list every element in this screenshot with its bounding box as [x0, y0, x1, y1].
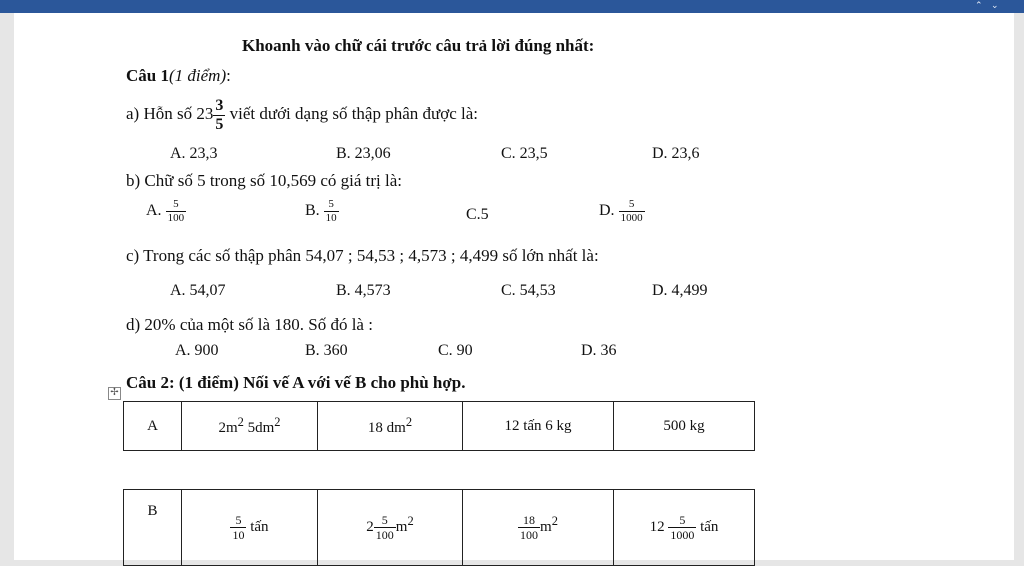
match-table-b [123, 489, 755, 566]
option-c-C: C. 54,53 [501, 282, 556, 299]
cell-value: 5dm [243, 420, 275, 436]
option-b-D-label: D. [599, 202, 615, 220]
question-1-title [126, 66, 231, 86]
table-a-cell-1[interactable] [182, 402, 318, 451]
cell-value: 500 kg [663, 417, 705, 434]
option-d-D: D. 36 [581, 342, 617, 359]
option-b-B [305, 199, 339, 224]
fraction-numerator: 5 [166, 199, 187, 212]
cell-fraction [518, 514, 540, 541]
ribbon-expand-icon[interactable]: ⌄ [991, 1, 999, 11]
mixed-number-fraction [213, 98, 225, 133]
question-a-suffix: viết dưới dạng số thập phân được là: [229, 104, 478, 123]
cell-fraction [374, 514, 396, 541]
question-b: b) Chữ số 5 trong số 10,569 có giá trị là: [126, 171, 402, 190]
option-b-B-label: B. [305, 202, 320, 220]
table-b-cell-3[interactable] [463, 490, 614, 566]
option-c-A: A. 54,07 [170, 282, 226, 299]
question-d: d) 20% của một số là 180. Số đó là : [126, 315, 373, 334]
window-titlebar [0, 0, 1024, 13]
table-b-cell-1[interactable] [182, 490, 318, 566]
option-b-C: C.5 [466, 206, 489, 223]
cell-exponent: 2 [407, 513, 414, 528]
match-table-a [123, 401, 755, 451]
option-d-A: A. 900 [175, 342, 219, 359]
cell-unit: tấn [250, 518, 269, 535]
option-c-D: D. 4,499 [652, 282, 708, 299]
table-row [124, 490, 755, 566]
question-a-prefix: a) Hỗn số [126, 104, 193, 123]
cell-value: 12 tấn 6 kg [504, 417, 572, 434]
fraction-numerator: 5 [324, 199, 339, 212]
option-a-A: A. 23,3 [170, 145, 218, 162]
fraction-numerator: 5 [374, 514, 396, 528]
option-a-C: C. 23,5 [501, 145, 548, 162]
mixed-number-whole: 23 [196, 104, 214, 123]
table-move-handle-icon[interactable]: ✢ [108, 387, 121, 400]
cell-whole: 2 [366, 518, 374, 535]
fraction-denominator: 1000 [670, 528, 695, 542]
table-row [124, 402, 755, 451]
fraction-numerator: 5 [619, 199, 645, 212]
option-a-B: B. 23,06 [336, 145, 391, 162]
cell-exponent: 2 [237, 415, 244, 429]
question-c: c) Trong các số thập phân 54,07 ; 54,53 ; 4,573 ; 4,499 số lớn nhất là: [126, 246, 599, 265]
question-2-title: Câu 2: (1 điểm) Nối vế A với vế B cho phù hợp. [126, 373, 466, 392]
fraction-denominator: 5 [215, 115, 224, 133]
question-1-points: (1 điểm) [168, 66, 227, 85]
fraction-numerator: 5 [668, 514, 696, 528]
fraction-numerator: 5 [230, 514, 246, 528]
ribbon-collapse-icon[interactable]: ⌃ [975, 1, 983, 11]
cell-exponent: 2 [405, 415, 413, 429]
table-a-cell-4[interactable] [614, 402, 755, 451]
fraction-numerator: 18 [518, 514, 540, 528]
table-a-cell-3[interactable] [463, 402, 614, 451]
question-1-label: Câu 1 [126, 66, 169, 85]
fraction-denominator: 100 [520, 528, 539, 543]
option-b-A [146, 199, 186, 224]
cell-exponent: 2 [274, 415, 281, 429]
option-b-B-fraction [324, 199, 339, 224]
fraction-denominator: 100 [375, 528, 394, 543]
cell-value: 18 dm [367, 420, 406, 436]
option-d-C: C. 90 [438, 342, 473, 359]
cell-unit: m [540, 518, 552, 535]
option-b-D-fraction [619, 199, 645, 224]
cell-unit: tấn [700, 518, 719, 535]
table-a-cell-2[interactable] [318, 402, 463, 451]
option-d-B: B. 360 [305, 342, 348, 359]
cell-value: 2m [218, 420, 238, 436]
option-b-A-label: A. [146, 202, 162, 220]
question-a [126, 92, 478, 136]
fraction-numerator: 3 [215, 96, 224, 114]
cell-whole: 12 [649, 518, 665, 535]
option-a-D: D. 23,6 [652, 145, 700, 162]
table-b-label: B [147, 503, 158, 519]
option-b-D [599, 199, 645, 224]
option-b-A-fraction [166, 199, 187, 224]
fraction-denominator: 10 [232, 528, 245, 542]
option-c-B: B. 4,573 [336, 282, 391, 299]
question-1-colon: : [226, 66, 231, 85]
table-a-label: A [147, 417, 158, 434]
table-b-cell-2[interactable] [318, 490, 463, 566]
table-a-label-cell [124, 402, 182, 451]
fraction-denominator: 1000 [620, 212, 643, 224]
fraction-denominator: 10 [325, 212, 337, 224]
cell-unit: m [395, 518, 408, 535]
table-b-cell-4[interactable] [614, 490, 755, 566]
table-b-label-cell [124, 490, 182, 566]
cell-fraction [668, 514, 696, 541]
fraction-denominator: 100 [167, 212, 185, 224]
cell-fraction [230, 514, 246, 541]
page-heading: Khoanh vào chữ cái trước câu trả lời đúng nhất: [242, 36, 595, 55]
cell-exponent: 2 [551, 513, 558, 528]
